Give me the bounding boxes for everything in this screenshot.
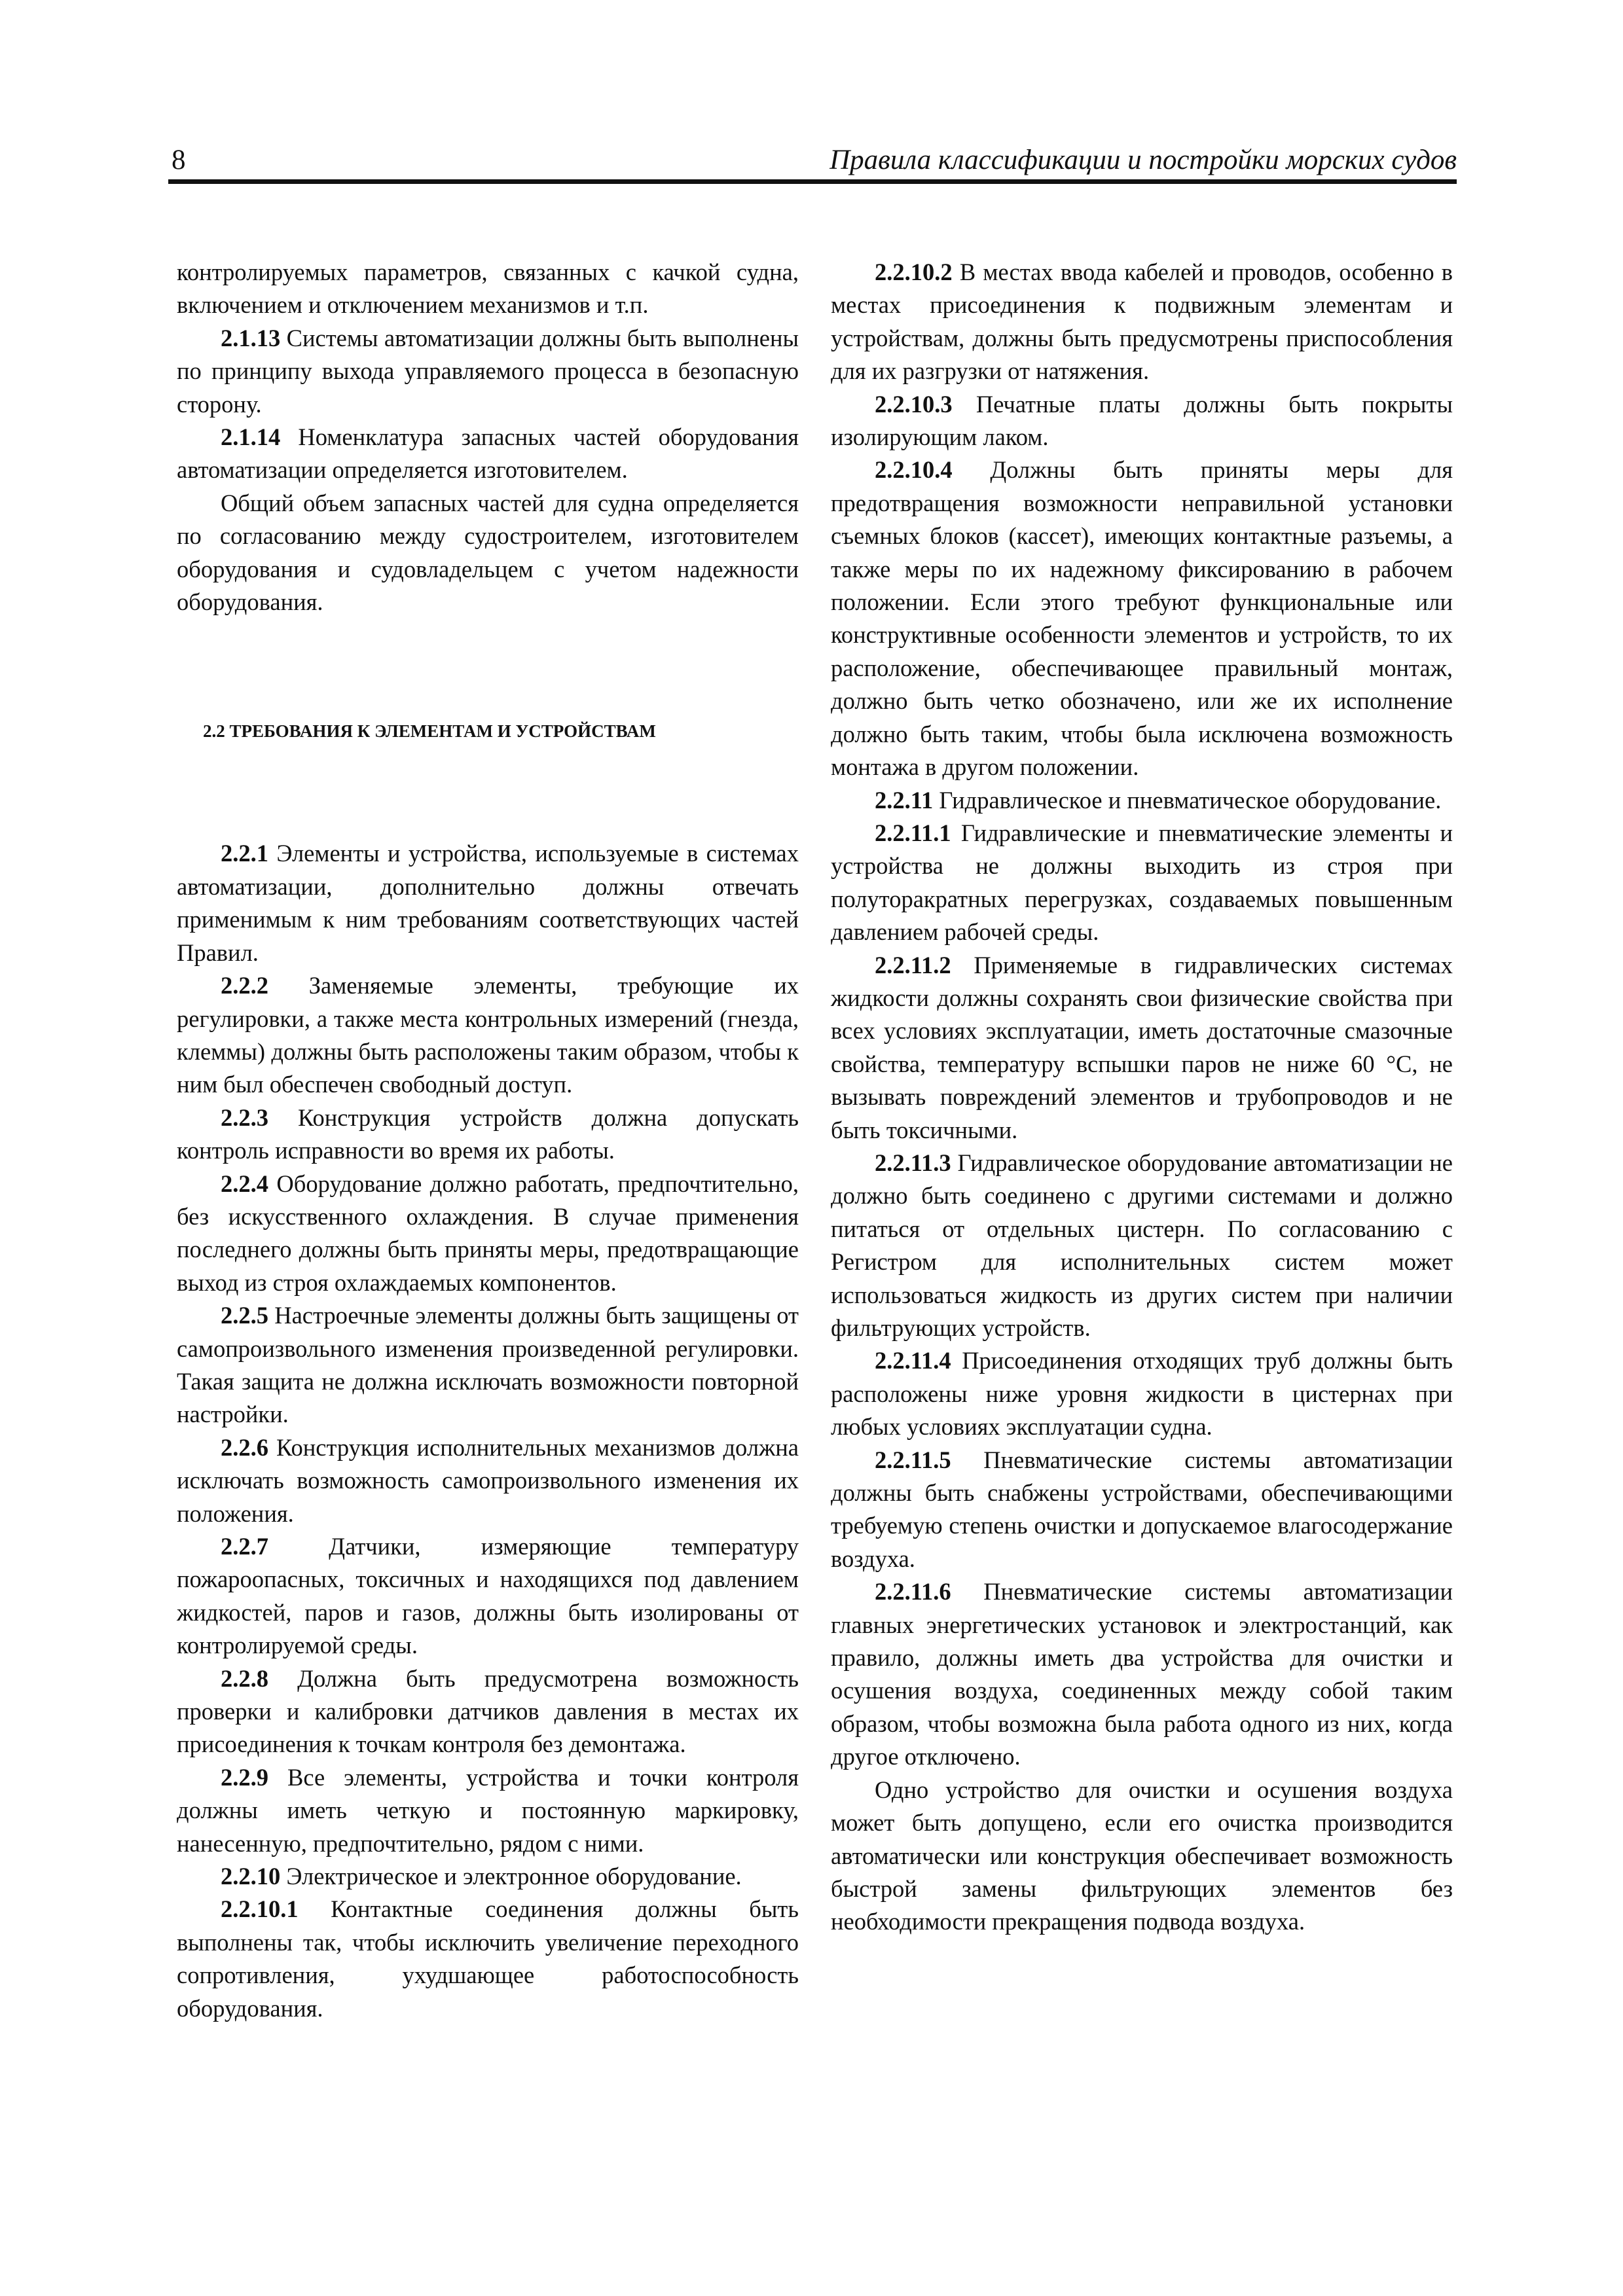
paragraph bbox=[831, 784, 1453, 817]
section-heading: 2.2 ТРЕБОВАНИЯ К ЭЛЕМЕНТАМ И УСТРОЙСТВАМ bbox=[203, 721, 656, 742]
clause-number: 2.2.8 bbox=[221, 1664, 268, 1692]
paragraph bbox=[177, 1860, 799, 1893]
clause-number: 2.2.11.4 bbox=[875, 1347, 951, 1374]
paragraph-text: Должны быть приняты меры для предотвращения возможности неправильной установки съемных блоков (кассет), имеющих контактные разъемы, а также меры по их надежному фиксированию в рабочем положении. Если этого требуют функциональные или конструктивные особенности элементов и устройств, то их расположение, обеспечивающее правильный монтаж, должно быть четко обозначено, или же их исполнение должно быть таким, чтобы была исключена возможность монтажа в другом положении. bbox=[831, 456, 1453, 781]
section-paragraphs bbox=[177, 837, 799, 2025]
clause-number: 2.2.2 bbox=[221, 972, 268, 999]
clause-number: 2.2.11.5 bbox=[875, 1446, 951, 1473]
clause-number: 2.2.1 bbox=[221, 840, 268, 867]
clause-number: 2.2.10.4 bbox=[875, 456, 953, 484]
clause-number: 2.2.10.2 bbox=[875, 259, 953, 285]
paragraph bbox=[177, 256, 799, 322]
paragraph bbox=[177, 421, 799, 487]
paragraph bbox=[831, 1344, 1453, 1443]
paragraph-text: Применяемые в гидравлических системах жидкости должны сохранять свои физические свойства при всех условиях эксплуатации, иметь достаточные смазочные свойства, температуру вспышки паров не ниже 60 °С, не вызывать повреждений элементов и трубопроводов и не быть токсичными. bbox=[831, 951, 1453, 1143]
paragraph bbox=[831, 1147, 1453, 1344]
clause-number: 2.1.14 bbox=[221, 423, 281, 451]
paragraph bbox=[177, 1168, 799, 1300]
paragraph bbox=[177, 322, 799, 421]
paragraph-text: Элементы и устройства, используемые в системах автоматизации, дополнительно должны отвечать применимым к ним требованиям соответствующих частей Правил. bbox=[177, 840, 799, 966]
clause-number: 2.2.7 bbox=[221, 1533, 268, 1560]
header-rule bbox=[168, 179, 1457, 184]
paragraph-text: Гидравлическое и пневматическое оборудование. bbox=[939, 786, 1442, 814]
paragraph bbox=[177, 1761, 799, 1860]
paragraph-text: контролируемых параметров, связанных с качкой судна, включением и отключением механизмов и т.п. bbox=[177, 259, 799, 319]
paragraph-text: Пневматические системы автоматизации главных энергетических установок и электростанций, как правило, должны иметь два устройства для очистки и осушения воздуха, соединенных между собой таким образом, чтобы возможна была работа одного из них, когда другое отключено. bbox=[831, 1578, 1453, 1770]
paragraph-text: Номенклатура запасных частей оборудования автоматизации определяется изготовителем. bbox=[177, 423, 799, 484]
clause-number: 2.2.6 bbox=[221, 1433, 268, 1461]
paragraph bbox=[177, 1299, 799, 1431]
paragraph bbox=[831, 949, 1453, 1147]
clause-number: 2.2.11.1 bbox=[875, 819, 951, 846]
paragraph-text: Электрическое и электронное оборудование. bbox=[286, 1863, 742, 1890]
paragraph-text: Все элементы, устройства и точки контроля должны иметь четкую и постоянную маркировку, нанесенную, предпочтительно, рядом с ними. bbox=[177, 1763, 799, 1857]
clause-number: 2.2.11.2 bbox=[875, 951, 951, 978]
right-column bbox=[831, 256, 1453, 1939]
paragraph bbox=[831, 454, 1453, 783]
clause-number: 2.1.13 bbox=[221, 324, 281, 351]
paragraph-text: Оборудование должно работать, предпочтительно, без искусственного охлаждения. В случае применения последнего должны быть приняты меры, предотвращающие выход из строя охлаждаемых компонентов. bbox=[177, 1170, 799, 1296]
paragraph bbox=[177, 969, 799, 1102]
paragraph-text: В местах ввода кабелей и проводов, особенно в местах присоединения к подвижным элементам и устройствам, должны быть предусмотрены приспособления для их разгрузки от натяжения. bbox=[831, 259, 1453, 385]
left-intro-paragraphs bbox=[177, 256, 799, 619]
paragraph-text: Конструкция устройств должна допускать контроль исправности во время их работы. bbox=[177, 1103, 799, 1164]
clause-number: 2.2.5 bbox=[221, 1302, 268, 1329]
clause-number: 2.2.3 bbox=[221, 1103, 268, 1131]
paragraph-text: Должна быть предусмотрена возможность проверки и калибровки датчиков давления в местах их присоединения к точкам контроля без демонтажа. bbox=[177, 1664, 799, 1758]
running-title: Правила классификации и постройки морских судов bbox=[830, 145, 1457, 175]
paragraph bbox=[831, 1575, 1453, 1773]
paragraph-text: Печатные платы должны быть покрыты изолирующим лаком. bbox=[831, 390, 1453, 451]
clause-number: 2.2.9 bbox=[221, 1763, 268, 1791]
paragraph bbox=[177, 1431, 799, 1530]
paragraph-text: Одно устройство для очистки и осушения воздуха может быть допущено, если его очистка производится автоматически или конструкция обеспечивает возможность быстрой замены фильтрующих элементов без необходимости прекращения подвода воздуха. bbox=[831, 1776, 1453, 1935]
left-column bbox=[177, 256, 799, 2025]
clause-number: 2.2.10 bbox=[221, 1863, 281, 1890]
paragraph bbox=[177, 837, 799, 969]
paragraph bbox=[831, 817, 1453, 949]
paragraph-text: Общий объем запасных частей для судна определяется по согласованию между судостроителем, изготовителем оборудования и судовладельцем с учетом надежности оборудования. bbox=[177, 489, 799, 616]
clause-number: 2.2.4 bbox=[221, 1170, 268, 1197]
paragraph-text: Гидравлическое оборудование автоматизации не должно быть соединено с другими системами и должно питаться от отдельных цистерн. По согласованию с Регистром для исполнительных систем может использоваться жидкость из других систем при наличии фильтрующих устройств. bbox=[831, 1149, 1453, 1341]
paragraph-text: Гидравлические и пневматические элементы и устройства не должны выходить из строя при полуторакратных перегрузках, создаваемых повышенным давлением рабочей среды. bbox=[831, 819, 1453, 946]
paragraph bbox=[831, 388, 1453, 454]
clause-number: 2.2.10.3 bbox=[875, 390, 953, 418]
clause-number: 2.2.11.6 bbox=[875, 1578, 951, 1605]
paragraph-text: Датчики, измеряющие температуру пожароопасных, токсичных и находящихся под давлением жидкостей, паров и газов, должны быть изолированы от контролируемой среды. bbox=[177, 1533, 799, 1659]
paragraph bbox=[177, 1102, 799, 1168]
paragraph-text: Заменяемые элементы, требующие их регулировки, а также места контрольных измерений (гнезда, клеммы) должны быть расположены таким образом, чтобы к ним был обеспечен свободный доступ. bbox=[177, 972, 799, 1098]
paragraph-text: Настроечные элементы должны быть защищены от самопроизвольного изменения произведенной регулировки. Такая защита не должна исключать возможности повторной настройки. bbox=[177, 1302, 799, 1428]
paragraph-text: Присоединения отходящих труб должны быть расположены ниже уровня жидкости в цистернах при любых условиях эксплуатации судна. bbox=[831, 1347, 1453, 1441]
paragraph-text: Пневматические системы автоматизации должны быть снабжены устройствами, обеспечивающими требуемую степень очистки и допускаемое влагосодержание воздуха. bbox=[831, 1446, 1453, 1572]
paragraph bbox=[177, 487, 799, 619]
paragraph bbox=[177, 1893, 799, 2025]
paragraph bbox=[831, 1444, 1453, 1576]
paragraph bbox=[831, 1774, 1453, 1939]
paragraph bbox=[831, 256, 1453, 388]
paragraph bbox=[177, 1662, 799, 1761]
clause-number: 2.2.11 bbox=[875, 786, 934, 814]
clause-number: 2.2.11.3 bbox=[875, 1149, 951, 1176]
page-number: 8 bbox=[172, 145, 186, 175]
paragraph bbox=[177, 1530, 799, 1662]
paragraph-text: Конструкция исполнительных механизмов должна исключать возможность самопроизвольного изменения их положения. bbox=[177, 1433, 799, 1527]
paragraph-text: Контактные соединения должны быть выполнены так, чтобы исключить увеличение переходного сопротивления, ухудшающее работоспособность оборудования. bbox=[177, 1895, 799, 2022]
page-header bbox=[168, 141, 1457, 180]
paragraph-text: Системы автоматизации должны быть выполнены по принципу выхода управляемого процесса в безопасную сторону. bbox=[177, 324, 799, 418]
clause-number: 2.2.10.1 bbox=[221, 1895, 299, 1923]
